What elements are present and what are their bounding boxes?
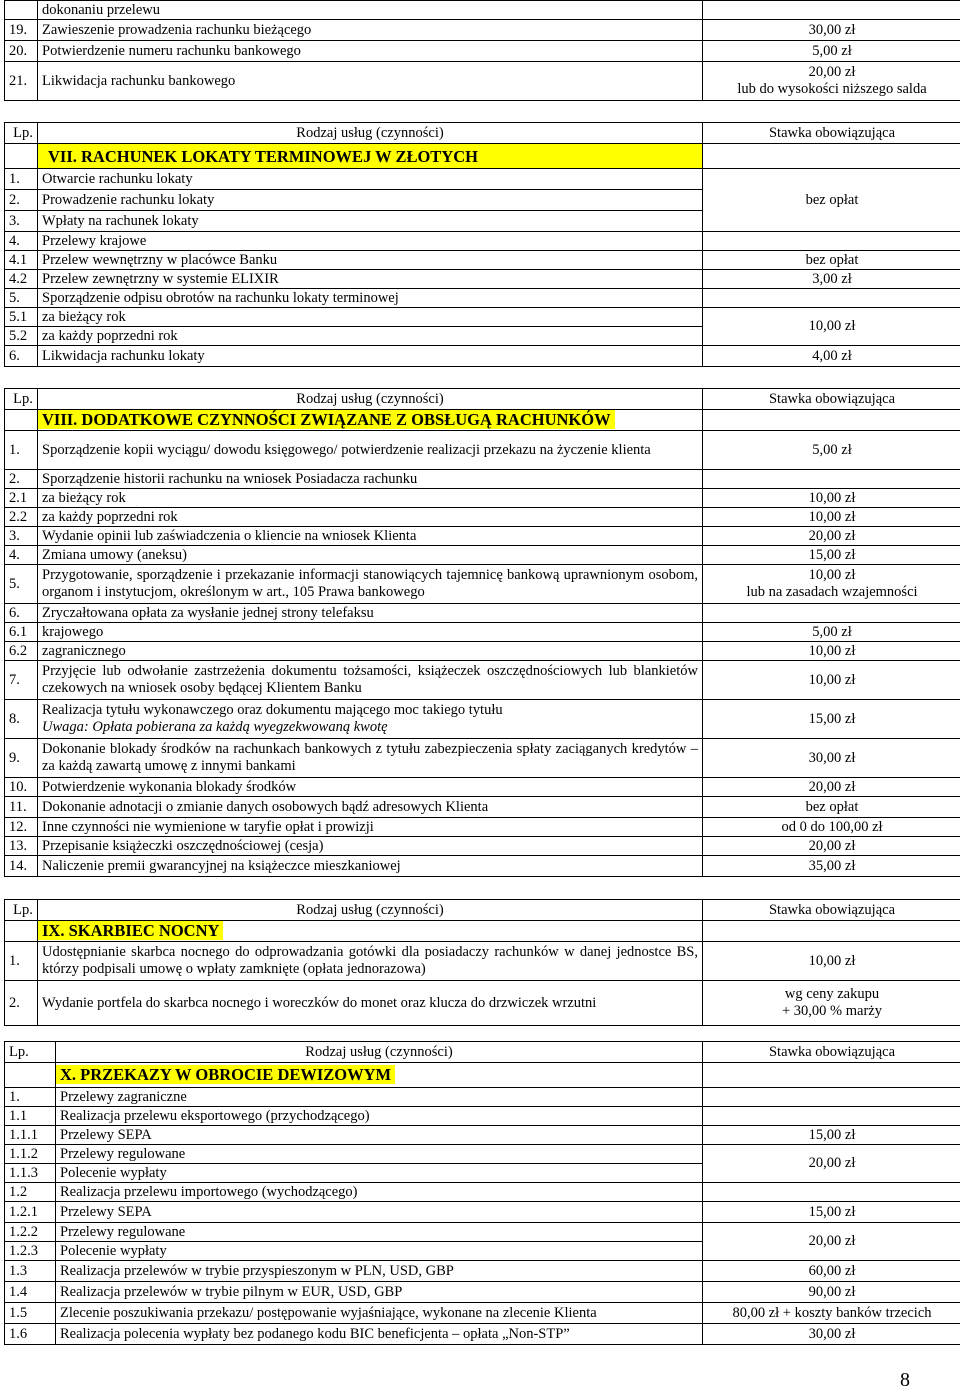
row-lp: 1.	[5, 1088, 56, 1107]
row-description: Przepisanie książeczki oszczędnościowej (cesja)	[38, 837, 703, 856]
table-header-row	[5, 389, 960, 410]
row-description: Prowadzenie rachunku lokaty	[38, 190, 703, 211]
table-row	[5, 41, 960, 62]
row-description: Przelewy regulowane	[56, 1223, 703, 1242]
row-lp: 3.	[5, 527, 38, 546]
row-description: Likwidacja rachunku lokaty	[38, 346, 703, 367]
fee-table-section-x	[4, 1041, 960, 1345]
row-rate: 15,00 zł	[703, 700, 960, 739]
table-header-row	[5, 123, 960, 144]
row-lp: 2.	[5, 470, 38, 489]
row-rate: 10,00 zł	[703, 942, 960, 981]
table-row	[5, 62, 960, 101]
row-description: Wydanie portfela do skarbca nocnego i woreczków do monet oraz klucza do drzwiczek wrzutni	[38, 981, 703, 1026]
fee-table-section-viii	[4, 388, 960, 877]
header-service: Rodzaj usług (czynności)	[38, 900, 703, 921]
row-rate: 30,00 zł	[703, 739, 960, 778]
row-description: Zawieszenie prowadzenia rachunku bieżącego	[38, 20, 703, 41]
rate-line-2: lub na zasadach wzajemności	[746, 584, 918, 600]
row-lp: 20.	[5, 41, 38, 62]
rate-line-1: 20,00 zł	[808, 64, 856, 80]
row-lp: 6.1	[5, 623, 38, 642]
table-row	[5, 856, 960, 877]
row-rate: 10,00 zł	[703, 508, 960, 527]
row-rate: 10,00 zł	[703, 661, 960, 700]
table-row	[5, 546, 960, 565]
row-description: Potwierdzenie wykonania blokady środków	[38, 778, 703, 797]
row-lp: 1.2.3	[5, 1242, 56, 1261]
row-description: Przyjęcie lub odwołanie zastrzeżenia dokumentu tożsamości, książeczek oszczędnościowych lub blankietów czekowych na wniosek osoby będącej Klientem Banku	[38, 661, 703, 700]
row-description: Dokonanie blokady środków na rachunkach bankowych z tytułu zabezpieczenia spłaty zaciąganych kredytów – za każdą zawartą umowę z innymi bankami	[38, 739, 703, 778]
table-row	[5, 20, 960, 41]
row-description: Realizacja przelewów w trybie przyspieszonym w PLN, USD, GBP	[56, 1261, 703, 1282]
row-lp: 12.	[5, 818, 38, 837]
row-rate: bez opłat	[703, 169, 960, 232]
section-title-row	[5, 410, 960, 431]
row-rate: 20,00 zł	[703, 837, 960, 856]
row-lp: 4.2	[5, 270, 38, 289]
row-lp: 13.	[5, 837, 38, 856]
table-row	[5, 642, 960, 661]
row-lp: 1.1.3	[5, 1164, 56, 1183]
row-description: Przelew zewnętrzny w systemie ELIXIR	[38, 270, 703, 289]
row-description: krajowego	[38, 623, 703, 642]
row-description: Likwidacja rachunku bankowego	[38, 62, 703, 101]
row-rate: bez opłat	[703, 251, 960, 270]
row-lp: 1.1.1	[5, 1126, 56, 1145]
table-row	[5, 508, 960, 527]
table-row	[5, 232, 960, 251]
header-lp: Lp.	[5, 123, 38, 144]
row-rate	[703, 565, 960, 604]
row-rate: od 0 do 100,00 zł	[703, 818, 960, 837]
table-row	[5, 818, 960, 837]
section-title: X. PRZEKAZY W OBROCIE DEWIZOWYM	[56, 1065, 395, 1084]
section-title: VIII. DODATKOWE CZYNNOŚCI ZWIĄZANE Z OBSŁUGĄ RACHUNKÓW	[38, 410, 615, 429]
row-lp: 3.	[5, 211, 38, 232]
fee-schedule-page	[4, 0, 960, 1345]
table-row	[5, 661, 960, 700]
row-description: Sporządzenie kopii wyciągu/ dowodu księgowego/ potwierdzenie realizacji przekazu na życzenie klienta	[38, 431, 703, 470]
row-description: Przelewy SEPA	[56, 1126, 703, 1145]
row-lp: 1.5	[5, 1303, 56, 1324]
header-service: Rodzaj usług (czynności)	[38, 123, 703, 144]
row-description: Zlecenie poszukiwania przekazu/ postępowanie wyjaśniające, wykonane na zlecenie Klienta	[56, 1303, 703, 1324]
row-lp: 1.2	[5, 1183, 56, 1202]
row-description: Inne czynności nie wymienione w taryfie opłat i prowizji	[38, 818, 703, 837]
row-rate	[703, 1, 960, 20]
row-description: za bieżący rok	[38, 489, 703, 508]
row-description: Zmiana umowy (aneksu)	[38, 546, 703, 565]
section-title: IX. SKARBIEC NOCNY	[38, 921, 223, 940]
page-number: 8	[900, 1369, 910, 1391]
table-row	[5, 623, 960, 642]
section-title-row	[5, 144, 960, 169]
row-description: Realizacja przelewów w trybie pilnym w EUR, USD, GBP	[56, 1282, 703, 1303]
row-description: Naliczenie premii gwarancyjnej na książeczce mieszkaniowej	[38, 856, 703, 877]
table-row	[5, 289, 960, 308]
header-rate: Stawka obowiązująca	[703, 1042, 960, 1063]
row-description: Sporządzenie odpisu obrotów na rachunku lokaty terminowej	[38, 289, 703, 308]
section-title: VII. RACHUNEK LOKATY TERMINOWEJ W ZŁOTYCH	[38, 144, 703, 169]
row-lp: 2.	[5, 981, 38, 1026]
table-row	[5, 1183, 960, 1202]
fee-table-section-vii	[4, 122, 960, 367]
row-note: Uwaga: Opłata pobierana za każdą wyegzekwowaną kwotę	[42, 719, 388, 735]
table-row	[5, 739, 960, 778]
table-row	[5, 942, 960, 981]
row-rate: 30,00 zł	[703, 20, 960, 41]
row-description: Przelewy SEPA	[56, 1202, 703, 1223]
header-rate: Stawka obowiązująca	[703, 900, 960, 921]
table-header-row	[5, 1042, 960, 1063]
table-row	[5, 1126, 960, 1145]
row-description: za każdy poprzedni rok	[38, 508, 703, 527]
row-description: Udostępnianie skarbca nocnego do odprowadzania gotówki dla posiadaczy rachunków w danej jednostce BS, którzy podpisali umowę o wpłaty zamknięte (opłata jednorazowa)	[38, 942, 703, 981]
row-description: Wydanie opinii lub zaświadczenia o kliencie na wniosek Klienta	[38, 527, 703, 546]
row-lp: 11.	[5, 797, 38, 818]
row-description: dokonaniu przelewu	[38, 1, 703, 20]
table-row	[5, 1107, 960, 1126]
row-lp: 14.	[5, 856, 38, 877]
table-row	[5, 1282, 960, 1303]
table-row	[5, 251, 960, 270]
table-row	[5, 604, 960, 623]
row-rate: 10,00 zł	[703, 489, 960, 508]
table-row	[5, 431, 960, 470]
table-row	[5, 1202, 960, 1223]
row-description: Sporządzenie historii rachunku na wniosek Posiadacza rachunku	[38, 470, 703, 489]
row-lp: 1.2.1	[5, 1202, 56, 1223]
rate-line-1: 10,00 zł	[808, 567, 856, 583]
table-row	[5, 1223, 960, 1242]
row-rate: 3,00 zł	[703, 270, 960, 289]
row-rate: 90,00 zł	[703, 1282, 960, 1303]
row-rate: 20,00 zł	[703, 1223, 960, 1261]
row-description: Otwarcie rachunku lokaty	[38, 169, 703, 190]
table-row	[5, 565, 960, 604]
row-lp: 4.1	[5, 251, 38, 270]
row-lp: 5.2	[5, 327, 38, 346]
row-description: Przygotowanie, sporządzenie i przekazanie informacji stanowiących tajemnicę bankową uprawnionym osobom, organom i instytucjom, określonym w art., 105 Prawa bankowego	[38, 565, 703, 604]
row-lp: 1.1.2	[5, 1145, 56, 1164]
table-row	[5, 1, 960, 20]
row-lp: 7.	[5, 661, 38, 700]
row-lp: 4.	[5, 546, 38, 565]
row-rate: bez opłat	[703, 797, 960, 818]
rate-line-1: wg ceny zakupu	[784, 986, 880, 1002]
section-title-row	[5, 1063, 960, 1088]
row-rate: 5,00 zł	[703, 41, 960, 62]
row-lp: 2.	[5, 190, 38, 211]
section-title-row	[5, 921, 960, 942]
table-row	[5, 837, 960, 856]
row-rate	[703, 981, 960, 1026]
row-description: Przelewy zagraniczne	[56, 1088, 703, 1107]
row-rate: 60,00 zł	[703, 1261, 960, 1282]
row-rate: 15,00 zł	[703, 1126, 960, 1145]
row-rate: 80,00 zł + koszty banków trzecich	[703, 1303, 960, 1324]
table-row	[5, 270, 960, 289]
row-rate: 15,00 zł	[703, 546, 960, 565]
row-lp: 1.	[5, 942, 38, 981]
row-rate	[703, 62, 960, 101]
row-rate: 5,00 zł	[703, 623, 960, 642]
table-row	[5, 1324, 960, 1345]
table-row	[5, 1088, 960, 1107]
row-rate: 5,00 zł	[703, 431, 960, 470]
row-lp	[5, 1, 38, 20]
table-row	[5, 981, 960, 1026]
table-row	[5, 700, 960, 739]
table-row	[5, 489, 960, 508]
row-description: Dokonanie adnotacji o zmianie danych osobowych bądź adresowych Klienta	[38, 797, 703, 818]
fee-table-continuation	[4, 0, 960, 101]
row-rate: 4,00 zł	[703, 346, 960, 367]
rate-line-2: lub do wysokości niższego salda	[737, 81, 927, 97]
header-lp: Lp.	[5, 389, 38, 410]
row-description: Przelewy regulowane	[56, 1145, 703, 1164]
row-lp: 5.1	[5, 308, 38, 327]
table-row	[5, 1261, 960, 1282]
row-description: za bieżący rok	[38, 308, 703, 327]
table-row	[5, 527, 960, 546]
table-row	[5, 1145, 960, 1164]
row-lp: 1.	[5, 169, 38, 190]
row-lp: 10.	[5, 778, 38, 797]
row-rate: 30,00 zł	[703, 1324, 960, 1345]
row-rate: 10,00 zł	[703, 642, 960, 661]
table-row	[5, 308, 960, 327]
header-rate: Stawka obowiązująca	[703, 123, 960, 144]
header-service: Rodzaj usług (czynności)	[38, 389, 703, 410]
row-lp: 6.2	[5, 642, 38, 661]
row-rate: 35,00 zł	[703, 856, 960, 877]
row-description: Realizacja polecenia wypłaty bez podanego kodu BIC beneficjenta – opłata „Non-STP”	[56, 1324, 703, 1345]
header-service: Rodzaj usług (czynności)	[56, 1042, 703, 1063]
row-lp: 9.	[5, 739, 38, 778]
row-lp: 19.	[5, 20, 38, 41]
row-rate: 10,00 zł	[703, 308, 960, 346]
row-lp: 8.	[5, 700, 38, 739]
row-description: Polecenie wypłaty	[56, 1164, 703, 1183]
table-row	[5, 346, 960, 367]
table-row	[5, 169, 960, 190]
row-lp: 2.1	[5, 489, 38, 508]
row-description: Zryczałtowana opłata za wysłanie jednej strony telefaksu	[38, 604, 703, 623]
table-header-row	[5, 900, 960, 921]
row-lp: 5.	[5, 565, 38, 604]
fee-table-section-ix	[4, 899, 960, 1026]
row-lp: 1.1	[5, 1107, 56, 1126]
row-rate: 20,00 zł	[703, 1145, 960, 1183]
row-description: zagranicznego	[38, 642, 703, 661]
row-lp: 1.3	[5, 1261, 56, 1282]
table-row	[5, 778, 960, 797]
row-description: Przelew wewnętrzny w placówce Banku	[38, 251, 703, 270]
row-rate: 20,00 zł	[703, 527, 960, 546]
row-lp: 6.	[5, 346, 38, 367]
row-description: Polecenie wypłaty	[56, 1242, 703, 1261]
header-lp: Lp.	[5, 900, 38, 921]
row-lp: 1.6	[5, 1324, 56, 1345]
row-description: Realizacja przelewu eksportowego (przychodzącego)	[56, 1107, 703, 1126]
header-lp: Lp.	[5, 1042, 56, 1063]
row-lp: 2.2	[5, 508, 38, 527]
row-description: Realizacja tytułu wykonawczego oraz dokumentu mającego moc takiego tytułu	[42, 702, 503, 718]
row-lp: 4.	[5, 232, 38, 251]
table-row	[5, 470, 960, 489]
table-row	[5, 1303, 960, 1324]
row-lp: 1.	[5, 431, 38, 470]
row-description: Przelewy krajowe	[38, 232, 703, 251]
header-rate: Stawka obowiązująca	[703, 389, 960, 410]
row-description: za każdy poprzedni rok	[38, 327, 703, 346]
row-lp: 1.2.2	[5, 1223, 56, 1242]
row-description: Wpłaty na rachunek lokaty	[38, 211, 703, 232]
row-description: Realizacja przelewu importowego (wychodzącego)	[56, 1183, 703, 1202]
table-row	[5, 797, 960, 818]
row-lp: 21.	[5, 62, 38, 101]
row-lp: 5.	[5, 289, 38, 308]
rate-line-2: + 30,00 % marży	[782, 1003, 882, 1019]
row-description: Potwierdzenie numeru rachunku bankowego	[38, 41, 703, 62]
row-lp: 1.4	[5, 1282, 56, 1303]
row-rate: 15,00 zł	[703, 1202, 960, 1223]
row-rate: 20,00 zł	[703, 778, 960, 797]
row-lp: 6.	[5, 604, 38, 623]
